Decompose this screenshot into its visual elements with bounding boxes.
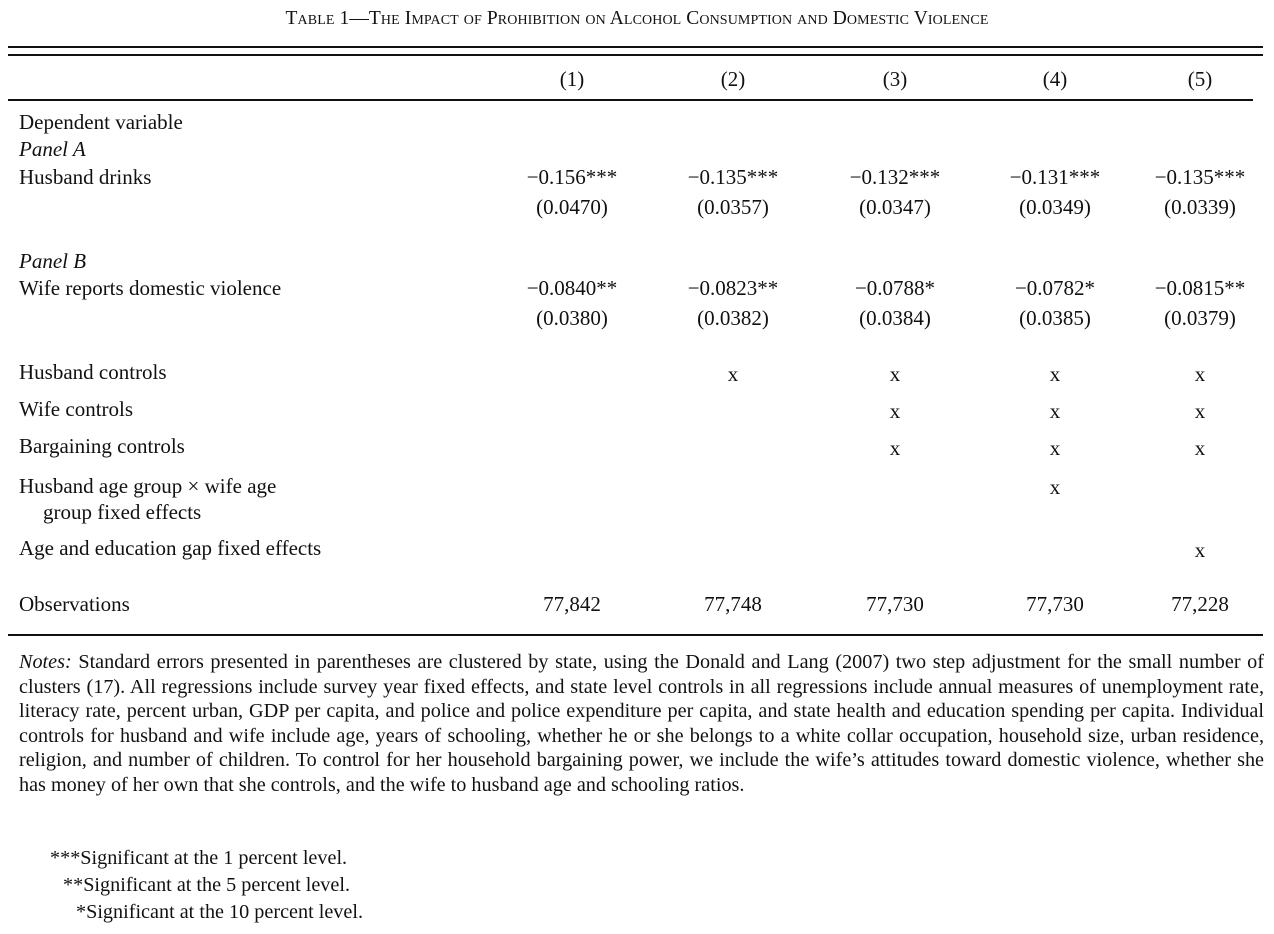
top-rule-second — [8, 54, 1263, 56]
panel-b-coef-5: −0.0815** — [1154, 276, 1246, 300]
bargaining-controls-mark-5: x — [1194, 436, 1206, 460]
panel-a-se-3: (0.0347) — [859, 195, 931, 219]
panel-b-se-1: (0.0380) — [536, 306, 608, 330]
husband-controls-mark-2: x — [727, 362, 739, 386]
column-header-4: (4) — [1042, 67, 1068, 91]
panel-b-se-2: (0.0382) — [697, 306, 769, 330]
panel-a-se-2: (0.0357) — [697, 195, 769, 219]
wife-reports-violence-label: Wife reports domestic violence — [19, 276, 282, 300]
panel-a-label: Panel A — [19, 137, 86, 161]
panel-a-coef-4: −0.131*** — [1009, 165, 1101, 189]
husband-controls-mark-3: x — [889, 362, 901, 386]
age-group-fe-label-line2: group fixed effects — [43, 500, 202, 524]
notes-lead: Notes: — [19, 651, 72, 673]
dependent-variable-label: Dependent variable — [19, 110, 183, 134]
panel-a-se-4: (0.0349) — [1019, 195, 1091, 219]
significance-10-percent: *Significant at the 10 percent level. — [76, 901, 364, 923]
panel-a-se-1: (0.0470) — [536, 195, 608, 219]
panel-b-coef-2: −0.0823** — [687, 276, 779, 300]
wife-controls-mark-5: x — [1194, 399, 1206, 423]
husband-controls-mark-4: x — [1049, 362, 1061, 386]
top-rule — [8, 46, 1263, 48]
panel-b-se-4: (0.0385) — [1019, 306, 1091, 330]
observations-2: 77,748 — [704, 592, 762, 616]
significance-5-percent: **Significant at the 5 percent level. — [63, 874, 351, 896]
age-group-fe-mark-4: x — [1049, 475, 1061, 499]
husband-controls-mark-5: x — [1194, 362, 1206, 386]
wife-controls-mark-3: x — [889, 399, 901, 423]
column-header-1: (1) — [559, 67, 585, 91]
panel-b-label: Panel B — [19, 249, 87, 273]
panel-a-coef-1: −0.156*** — [526, 165, 618, 189]
gap-fe-mark-5: x — [1194, 538, 1206, 562]
bottom-rule — [8, 634, 1263, 636]
husband-drinks-label: Husband drinks — [19, 165, 152, 189]
panel-b-coef-3: −0.0788* — [854, 276, 936, 300]
wife-controls-mark-4: x — [1049, 399, 1061, 423]
wife-controls-label: Wife controls — [19, 397, 134, 421]
observations-5: 77,228 — [1171, 592, 1229, 616]
table-notes — [19, 650, 1264, 798]
bargaining-controls-mark-4: x — [1049, 436, 1061, 460]
panel-a-coef-3: −0.132*** — [849, 165, 941, 189]
panel-a-se-5: (0.0339) — [1164, 195, 1236, 219]
column-header-3: (3) — [882, 67, 908, 91]
observations-1: 77,842 — [543, 592, 601, 616]
column-header-2: (2) — [720, 67, 746, 91]
column-header-5: (5) — [1187, 67, 1213, 91]
panel-b-se-3: (0.0384) — [859, 306, 931, 330]
panel-a-coef-2: −0.135*** — [687, 165, 779, 189]
bargaining-controls-mark-3: x — [889, 436, 901, 460]
table-title: Table 1—The Impact of Prohibition on Alcohol Consumption and Domestic Violence — [285, 8, 989, 29]
observations-label: Observations — [19, 592, 130, 616]
gap-fe-label: Age and education gap fixed effects — [19, 536, 322, 560]
panel-a-coef-5: −0.135*** — [1154, 165, 1246, 189]
panel-b-se-5: (0.0379) — [1164, 306, 1236, 330]
panel-b-coef-4: −0.0782* — [1014, 276, 1096, 300]
header-rule — [8, 99, 1253, 101]
notes-text: Standard errors presented in parentheses are clustered by state, using the Donald and Lang (2007) two step adjustment for the small number of clusters (17). All regressions include survey year fixed effects, and state level controls in all regressions include annual measures of unemployment rate, literacy rate, percent urban, GDP per capita, and police and police expenditure per capita, and state health and education spending per capita. Individual controls for husband and wife include age, years of schooling, whether he or she belongs to a white collar occupation, household size, urban residence, religion, and number of children. To control for her household bargaining power, we include the wife’s attitudes toward domestic violence, whether she has money of her own that she controls, and the wife to husband age and schooling ratios. — [19, 651, 1264, 796]
bargaining-controls-label: Bargaining controls — [19, 434, 185, 458]
observations-4: 77,730 — [1026, 592, 1084, 616]
panel-b-coef-1: −0.0840** — [526, 276, 618, 300]
significance-1-percent: ***Significant at the 1 percent level. — [50, 847, 348, 869]
age-group-fe-label: Husband age group × wife age — [19, 474, 277, 498]
observations-3: 77,730 — [866, 592, 924, 616]
husband-controls-label: Husband controls — [19, 360, 167, 384]
